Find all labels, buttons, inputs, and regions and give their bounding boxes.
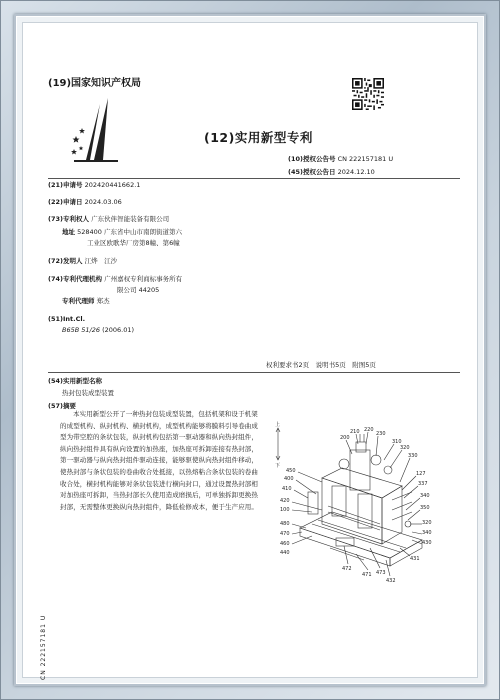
grant-number-value: CN 222157181 U <box>337 155 394 163</box>
inventor-value: 江烨 江沙 <box>84 257 118 265</box>
abstract-label: (57)摘要 <box>48 402 76 410</box>
side-publication-number: CN 222157181 U <box>40 614 47 680</box>
agent-value: 郑杰 <box>96 297 110 305</box>
agency-value-2: 限公司 44205 <box>117 286 160 294</box>
application-number-label: (21)申请号 <box>48 181 83 189</box>
fig-label: 340 <box>422 530 432 536</box>
address-line <box>62 227 182 237</box>
fig-label: 220 <box>364 427 374 433</box>
patentee-line <box>48 214 169 224</box>
utility-model-title-label: (54)实用新型名称 <box>48 377 102 385</box>
patent-page <box>34 28 460 668</box>
application-number-value: 202420441662.1 <box>84 181 141 189</box>
fig-label: 310 <box>392 439 402 445</box>
patentee-value: 广东伙伴智能装备有限公司 <box>91 215 170 223</box>
device-drawing <box>272 420 442 590</box>
fig-label: 471 <box>362 572 372 578</box>
header-rule <box>48 178 460 179</box>
fig-label: 330 <box>408 453 418 459</box>
agent-line <box>62 296 110 306</box>
document-type-heading: (12)实用新型专利 <box>204 130 313 145</box>
address-value-1: 528400 广东省中山市南朗街道第六 <box>77 228 182 236</box>
patentee-label: (73)专利权人 <box>48 215 89 223</box>
fig-label: 230 <box>376 431 386 437</box>
axis-down-label: 下 <box>275 463 281 469</box>
agency-line <box>48 274 182 284</box>
patent-office-name: (19)国家知识产权局 <box>48 78 142 89</box>
fig-label: 470 <box>280 531 290 537</box>
fig-label: 200 <box>340 435 350 441</box>
application-date-line <box>48 197 122 207</box>
address-value-2: 工业区欧歌华厂房第8幢、第6幢 <box>87 239 180 247</box>
qr-code-icon <box>352 78 384 110</box>
fig-label: 337 <box>418 481 428 487</box>
inventor-line <box>48 256 117 266</box>
ipc-code: B65B 51/26 <box>62 326 100 334</box>
axis-up-label: 上 <box>275 422 281 428</box>
address-label: 地址 <box>62 228 75 236</box>
agent-label: 专利代理师 <box>62 297 95 305</box>
application-date-value: 2024.03.06 <box>84 198 122 206</box>
fig-label: 340 <box>420 493 430 499</box>
agency-label: (74)专利代理机构 <box>48 275 102 283</box>
grant-date-line <box>288 167 375 177</box>
fig-label: 420 <box>280 498 290 504</box>
ipc-label: (51)Int.Cl. <box>48 315 86 323</box>
fig-label: 432 <box>386 578 396 584</box>
fig-label: 320 <box>422 520 432 526</box>
fig-label: 210 <box>350 429 360 435</box>
fig-label: 480 <box>280 521 290 527</box>
fig-label: 460 <box>280 541 290 547</box>
application-date-label: (22)申请日 <box>48 198 83 206</box>
fig-label: 473 <box>376 570 386 576</box>
grant-number-line <box>288 154 393 164</box>
application-number-line <box>48 180 140 190</box>
agency-value-1: 广州嘉权专利商标事务所有 <box>104 275 183 283</box>
fig-label: 127 <box>416 471 426 477</box>
fig-label: 431 <box>410 556 420 562</box>
grant-date-value: 2024.12.10 <box>337 168 375 176</box>
fig-label: 450 <box>286 468 296 474</box>
fig-label: 100 <box>280 507 290 513</box>
page-count-note: 权利要求书2页 说明书5页 附图5页 <box>266 361 376 369</box>
fig-label: 350 <box>420 505 430 511</box>
fig-label: 320 <box>400 445 410 451</box>
utility-model-title: 热封包装成型装置 <box>62 389 114 397</box>
fig-label: 410 <box>282 486 292 492</box>
fig-label: 472 <box>342 566 352 572</box>
fig-label: 440 <box>280 550 290 556</box>
grant-number-label: (10)授权公告号 <box>288 155 336 163</box>
grant-date-label: (45)授权公告日 <box>288 168 336 176</box>
cnipa-emblem-icon <box>70 94 122 168</box>
ipc-line <box>62 325 134 335</box>
inventor-label: (72)发明人 <box>48 257 83 265</box>
abstract-text: 本实用新型公开了一种热封包装成型装置，包括机架和设于机架的成型机构、纵封机构、横封机构，成型机构能够将膜料引导卷曲成型为带空腔的条状包装，纵封机构包括第一驱动器和纵向热封组件，纵向热封组件具有纵向设置的加热座，加热座可拆卸连接有热封部，第一驱动器与纵向热封组件驱动连接，能够驱使纵向热封组件移动，使热封部与条状包装的卷曲收合处抵接，以热熔粘合条状包装的卷曲收合处，横封机构能够对条状包装进行横向封口，通过设置热封部相对加热座可拆卸，当热封部长久使用造成磨损后，可单独拆卸更换热封部，无需整体更换纵向热封组件，降低检修成本，便于生产应用。 <box>60 410 258 511</box>
fig-label: 430 <box>422 540 432 546</box>
fig-label: 400 <box>284 476 294 482</box>
ipc-version: (2006.01) <box>102 326 135 334</box>
page-count-rule <box>48 372 460 373</box>
